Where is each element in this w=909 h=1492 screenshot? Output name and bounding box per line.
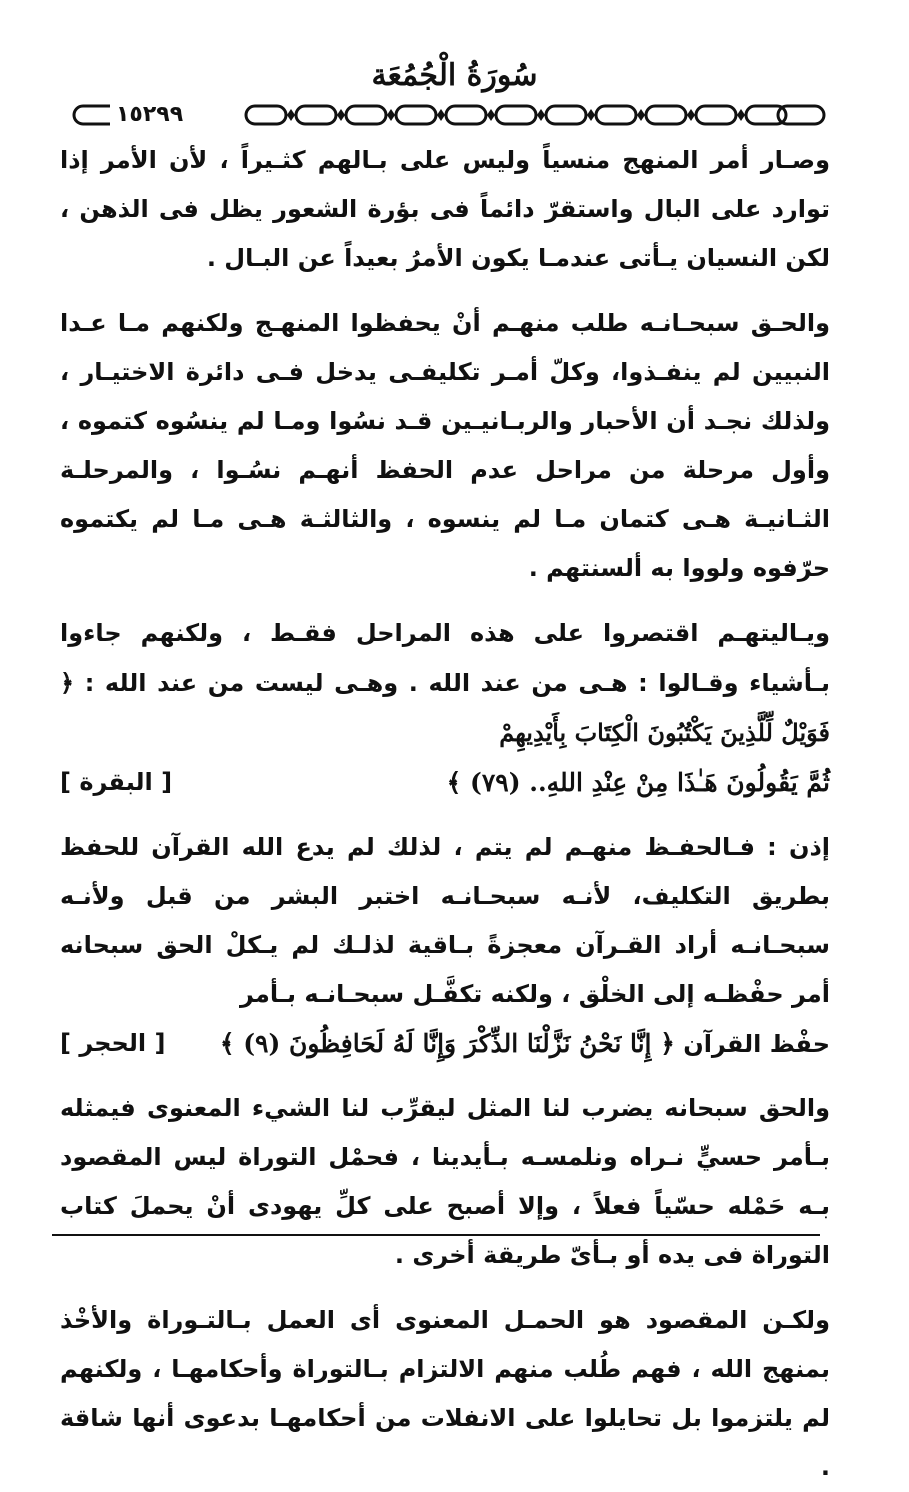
page-body xyxy=(60,136,830,1492)
footer-rule xyxy=(52,1234,820,1236)
verse-2-reference: [ الحجر ] xyxy=(60,1029,166,1057)
page-number: ١٥٢٩٩ xyxy=(110,98,189,132)
verse-1-line-2: ثُمَّ يَقُولُونَ هَـٰذَا مِنْ عِنْدِ اللهِ.. (٧٩) ﴾ xyxy=(446,768,830,797)
verse-2-prefix: حفْظ القرآن xyxy=(683,1030,830,1058)
paragraph-6: ولكـن المقصود هو الحمـل المعنوى أى العمل بـالتـوراة والأخْذ بمنهج الله ، فهم طُلب منهم الالتزام بـالتوراة وأحكامهـا ، ولكنهم لم يلتزموا بل تحايلوا على الانفلات من أحكامهـا بدعوى أنها شاقة . xyxy=(60,1306,830,1481)
paragraph-4: إذن : فـالحفـظ منهـم لم يتم ، لذلك لم يدع الله القرآن للحفظ بطريق التكليف، لأنـه سبحـانـه اختبر البشر من قبل ولأنـه سبحـانـه أراد القـرآن معجزةً بـاقية لذلـك لم يـكلْ الحق سبحانه أمر حفْظـه إلى الخلْق ، ولكنه تكفَّـل سبحـانـه بـأمر xyxy=(60,833,830,1008)
paragraph-2: والحـق سبحـانـه طلب منهـم أنْ يحفظوا المنهـج ولكنهم مـا عـدا النبيين لم ينفـذوا، وكلّ أمـر تكليفـى يدخل فـى دائرة الاختيـار ، ولذلك نجـد أن الأحبار والربـانيـين قـد نسُوا ومـا لم ينسُوه كتموه ، وأول مرحلة من مراحل عدم الحفظ أنهـم نسُـوا ، والمرحلـة الثـانيـة هـى كتمان مـا لم ينسوه ، والثالثـة هـى مـا لم يكتموه حرّفوه ولووا به ألسنتهم . xyxy=(60,309,830,582)
paragraph-3 xyxy=(60,609,830,758)
paragraph-3-text: ويـاليتهـم اقتصروا على هذه المراحل فقـط ، ولكنهم جاءوا بـأشياء وقـالوا : هـى من عند الله . وهـى ليست من عند الله : xyxy=(60,619,831,697)
verse-1-reference: [ البقرة ] xyxy=(60,768,173,796)
verse-2-text: ﴿ إِنَّا نَحْنُ نَزَّلْنَا الذِّكْرَ وَإِنَّا لَهُ لَحَافِظُونَ (٩) ﴾ xyxy=(219,1029,675,1058)
verse-2-row xyxy=(60,1019,830,1068)
surah-title: سُورَةُ الْجُمُعَة xyxy=(371,58,538,93)
paragraph-5: والحق سبحانه يضرب لنا المثل ليقرِّب لنا الشيء المعنوى فيمثله بـأمر حسيٍّ نـراه ونلمسـه بـأيدينا ، فحمْل التوراة ليس المقصود بـه حَمْله حسّياً فعلاً ، وإلا أصبح على كلِّ يهودى أنْ يحملَ كتاب التوراة فى يده أو بـأىّ طريقة أخرى . xyxy=(60,1094,830,1269)
verse-1-line-2-row xyxy=(60,758,830,807)
verse-1-line-1: ﴿ فَوَيْلٌ لِّلَّذِينَ يَكْتُبُونَ الْكِتَابَ بِأَيْدِيهِمْ xyxy=(60,668,830,747)
paragraph-1: وصـار أمر المنهج منسياً وليس على بـالهم كثـيراً ، لأن الأمر إذا توارد على البال واستقرّ دائماً فى بؤرة الشعور يظل فى الذهن ، لكن النسيان يـأتى عندمـا يكون الأمرُ بعيداً عن البـال . xyxy=(60,146,830,272)
